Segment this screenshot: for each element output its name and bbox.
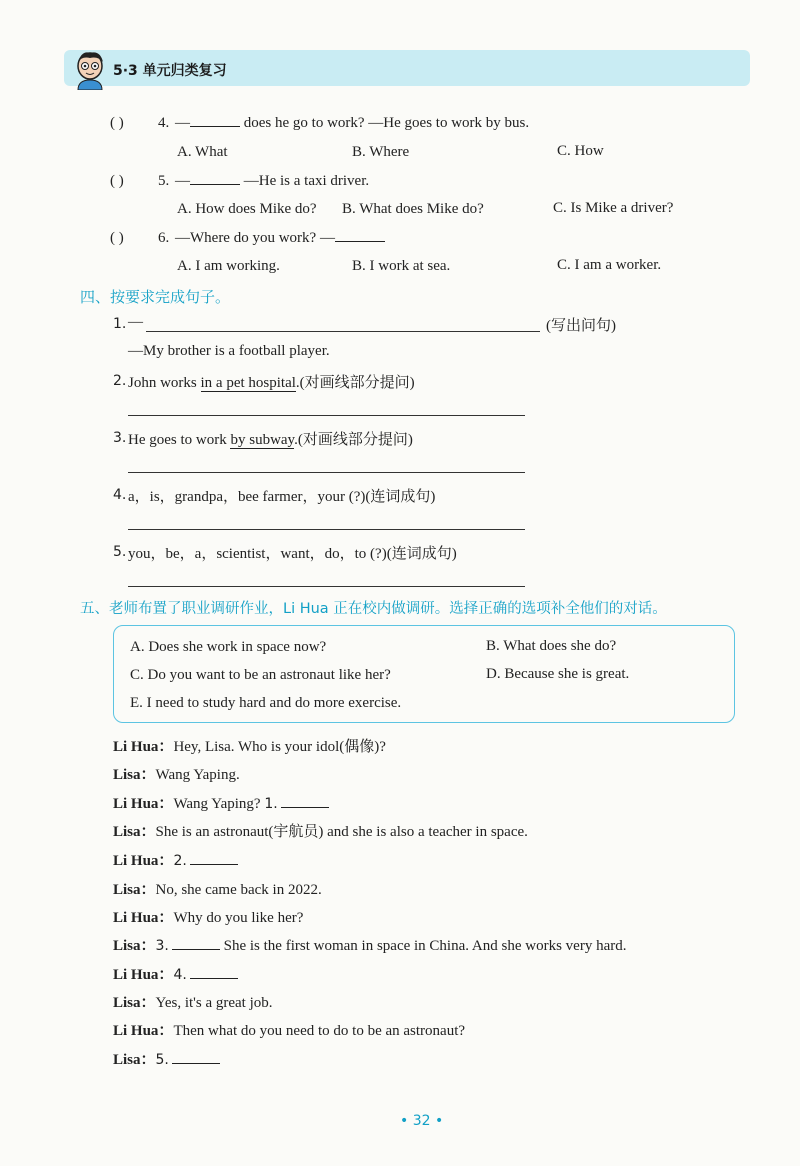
mc-option: B. Where — [352, 144, 410, 160]
q2-hint: (对画线部分提问) — [299, 375, 415, 391]
q3-answer-line[interactable] — [128, 472, 525, 473]
mc-num-5: 5. — [158, 173, 170, 189]
dialog-line — [113, 763, 240, 784]
option-a: A. Does she work in space now? — [130, 639, 327, 655]
dialog-text: Hey, Lisa. Who is your idol(偶像)? — [173, 739, 386, 755]
mc-option: C. I am a worker. — [557, 257, 662, 273]
stem-pre: — — [175, 173, 190, 189]
q2-answer-line[interactable] — [128, 415, 525, 416]
mc-paren-4: ( ) — [110, 115, 124, 131]
dialog-text: No, she came back in 2022. — [155, 882, 322, 898]
dialog-speaker: Li Hua： — [113, 1023, 174, 1039]
answer-blank[interactable] — [190, 183, 240, 185]
dialog-speaker: Lisa： — [113, 1052, 156, 1068]
dialog-line — [113, 735, 386, 756]
q1-hint: (写出问句) — [546, 318, 616, 334]
mc-stem-4 — [175, 115, 529, 132]
q3-pre: He goes to work — [128, 432, 231, 448]
mc-num-6: 6. — [158, 230, 170, 246]
mc-paren-6: ( ) — [110, 230, 124, 246]
dialog-speaker: Li Hua： — [113, 796, 174, 812]
dialog-line — [113, 878, 322, 899]
q2-post: . — [295, 375, 300, 391]
dialog-text: Why do you like her? — [173, 910, 304, 926]
stem-post: does he go to work? —He goes to work by bus. — [243, 115, 530, 131]
stem-post: —He is a taxi driver. — [243, 173, 370, 189]
dialog-speaker: Li Hua： — [113, 853, 174, 869]
dialog-speaker: Li Hua： — [113, 739, 174, 755]
header-title: 5·3 单元归类复习 — [113, 63, 227, 79]
mc-option: B. I work at sea. — [352, 258, 451, 274]
mc-option: A. How does Mike do? — [177, 201, 317, 217]
q1-answer: —My brother is a football player. — [128, 343, 330, 359]
dialog-text: Yes, it's a great job. — [155, 995, 273, 1011]
dialog-text: She is an astronaut(宇航员) and she is also a teacher in space. — [155, 824, 528, 840]
dialog-line — [113, 906, 303, 927]
dialog-line — [113, 934, 626, 955]
dialog-line — [113, 792, 329, 813]
mc-stem-5 — [175, 173, 369, 190]
stem-pre: —Where do you work? — — [175, 230, 335, 246]
dialog-line — [113, 849, 238, 870]
dialog-speaker: Lisa： — [113, 882, 156, 898]
mc-option: A. What — [177, 144, 228, 160]
option-d: D. Because she is great. — [486, 666, 630, 682]
dialog-text-after: She is the first woman in space in China. And she works very hard. — [219, 938, 627, 954]
mascot-icon — [72, 50, 108, 90]
option-e: E. I need to study hard and do more exercise. — [130, 695, 402, 711]
mc-stem-6 — [175, 230, 385, 247]
mc-option: C. Is Mike a driver? — [553, 200, 674, 216]
dialog-line — [113, 963, 238, 984]
q1-answer-line[interactable] — [146, 331, 540, 332]
q5-hint: (连词成句) — [386, 546, 457, 562]
dialog-speaker: Li Hua： — [113, 910, 174, 926]
q3-underlined: by subway — [230, 432, 295, 448]
dialog-answer-blank[interactable] — [172, 948, 220, 950]
dialog-text: Then what do you need to do to be an astronaut? — [173, 1023, 466, 1039]
dialog-text: Wang Yaping. — [155, 767, 240, 783]
q4-words: a，is，grandpa，bee farmer，your (?) — [128, 489, 366, 505]
q3-post: . — [294, 432, 298, 448]
dialog-speaker: Lisa： — [113, 824, 156, 840]
q3-sentence — [128, 428, 413, 449]
dialog-answer-blank[interactable] — [281, 806, 329, 808]
dialog-answer-blank[interactable] — [172, 1062, 220, 1064]
q4-answer-line[interactable] — [128, 529, 525, 530]
q4-hint: (连词成句) — [365, 489, 436, 505]
dialog-blank-number: 5. — [155, 1052, 169, 1068]
q5-num: 5. — [113, 544, 127, 560]
dialog-line — [113, 1048, 220, 1069]
dialog-blank-number: 4. — [173, 967, 187, 983]
q4-sentence — [128, 485, 435, 506]
dialog-line — [113, 991, 273, 1012]
dialog-answer-blank[interactable] — [190, 863, 238, 865]
q3-num: 3. — [113, 430, 127, 446]
q1-dash: — — [128, 314, 143, 330]
dialog-blank-number: 3. — [155, 938, 169, 954]
q2-pre: John works — [128, 375, 201, 391]
section4-heading: 四、按要求完成句子。 — [80, 288, 231, 306]
q5-answer-line[interactable] — [128, 586, 525, 587]
section5-heading: 五、老师布置了职业调研作业，Li Hua 正在校内做调研。选择正确的选项补全他们的对话。 — [80, 601, 667, 617]
dialog-line — [113, 1019, 465, 1040]
mc-option: B. What does Mike do? — [342, 201, 484, 217]
mc-num-4: 4. — [158, 115, 170, 131]
q1-num: 1. — [113, 316, 127, 332]
dialog-speaker: Li Hua： — [113, 967, 174, 983]
dialog-speaker: Lisa： — [113, 995, 156, 1011]
page-number: • 32 • — [400, 1113, 444, 1129]
mc-option: A. I am working. — [177, 258, 280, 274]
option-b: B. What does she do? — [486, 638, 617, 654]
dialog-speaker: Lisa： — [113, 938, 156, 954]
answer-blank[interactable] — [335, 240, 385, 242]
q5-sentence — [128, 542, 457, 563]
dialog-line — [113, 820, 528, 841]
dialog-text: Wang Yaping? — [173, 796, 265, 812]
dialog-answer-blank[interactable] — [190, 977, 238, 979]
q3-hint: (对画线部分提问) — [297, 432, 413, 448]
q2-underlined: in a pet hospital — [200, 375, 296, 391]
q2-sentence — [128, 371, 415, 392]
answer-blank[interactable] — [190, 125, 240, 127]
mc-option: C. How — [557, 143, 604, 159]
stem-pre: — — [175, 115, 190, 131]
option-c: C. Do you want to be an astronaut like her? — [130, 667, 391, 683]
dialog-blank-number: 1. — [264, 796, 278, 812]
q4-num: 4. — [113, 487, 127, 503]
dialog-blank-number: 2. — [173, 853, 187, 869]
mc-paren-5: ( ) — [110, 173, 124, 189]
q5-words: you，be，a，scientist，want，do，to (?) — [128, 546, 387, 562]
dialog-speaker: Lisa： — [113, 767, 156, 783]
q2-num: 2. — [113, 373, 127, 389]
